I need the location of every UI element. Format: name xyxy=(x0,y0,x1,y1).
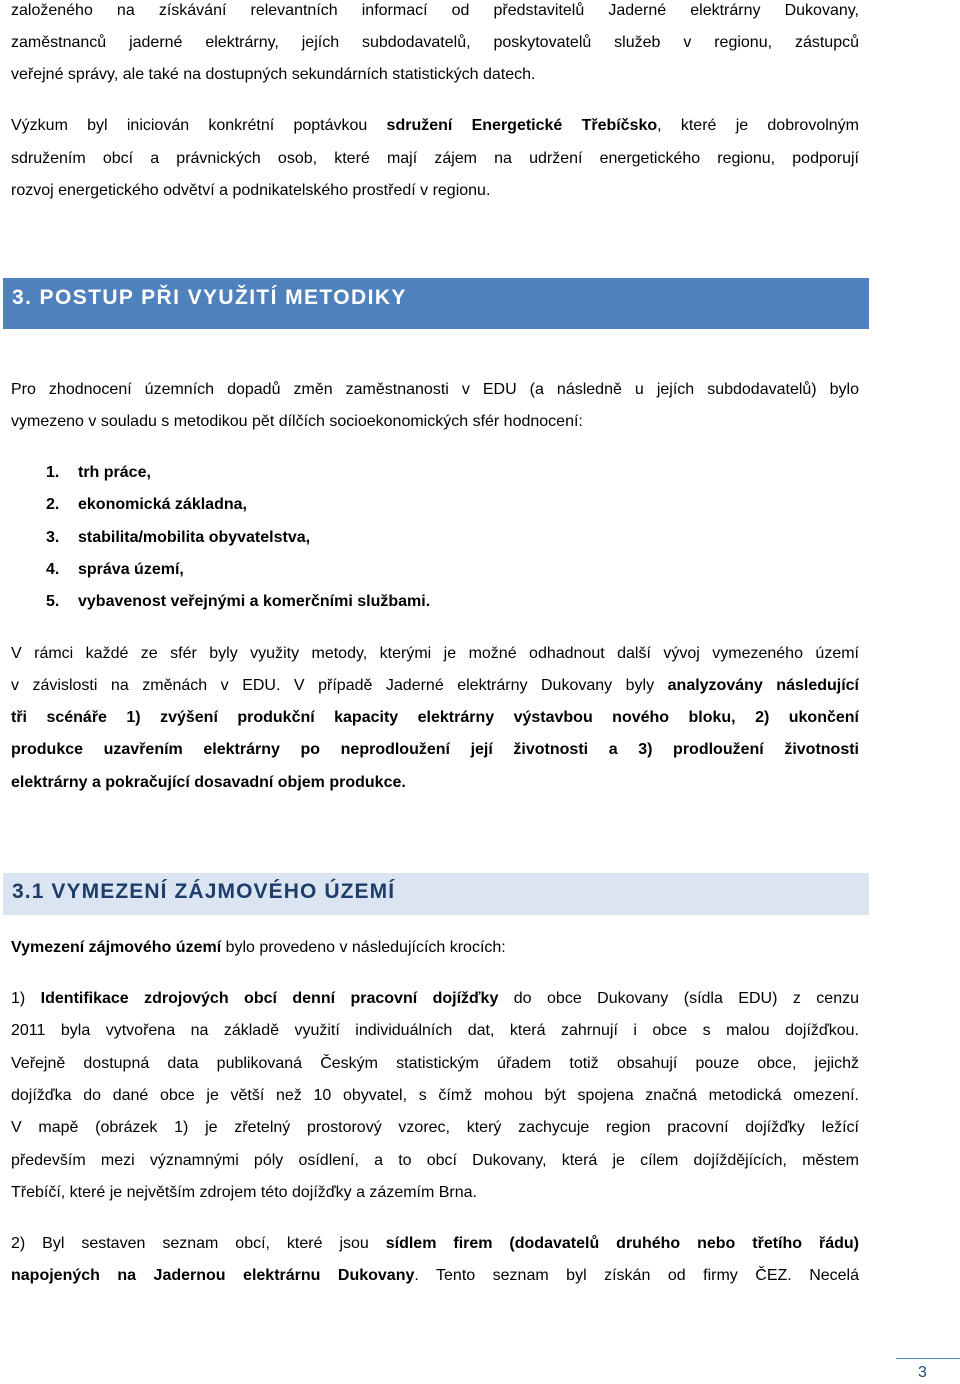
step-1-line-3: Veřejně dostupná data publikovaná Českým statistickým úřadem totiž obsahují pouze obce, jejichž xyxy=(11,1055,859,1072)
step-1-line-2: 2011 byla vytvořena na základě využití individuálních dat, která zahrnují i obce s malou dojížďkou. xyxy=(11,1022,859,1039)
footer-rule xyxy=(896,1358,960,1359)
scenarios-line-1: V rámci každé ze sfér byly využity metody, kterými je možné odhadnout další vývoj vymezeného území xyxy=(11,645,859,662)
section-3-title: 3. POSTUP PŘI VYUŽITÍ METODIKY xyxy=(12,286,407,309)
list-item: 3. stabilita/mobilita obyvatelstva, xyxy=(46,529,311,546)
intro-line-1: založeného na získávání relevantních informací od představitelů Jaderné elektrárny Dukovany, xyxy=(11,2,859,19)
page-number: 3 xyxy=(918,1364,927,1381)
research-line-3: rozvoj energetického odvětví a podnikatelského prostředí v regionu. xyxy=(11,182,491,199)
section-3-para-line-1: Pro zhodnocení územních dopadů změn zaměstnanosti v EDU (a následně u jejích subdodavatelů) bylo xyxy=(11,381,859,398)
section-3-1-title: 3.1 VYMEZENÍ ZÁJMOVÉHO ÚZEMÍ xyxy=(12,880,396,903)
list-item: 5. vybavenost veřejnými a komerčními službami. xyxy=(46,593,431,610)
steps-intro: Vymezení zájmového území bylo provedeno v následujících krocích: xyxy=(11,939,506,956)
intro-line-2: zaměstnanců jaderné elektrárny, jejích subdodavatelů, poskytovatelů služeb v regionu, zástupců xyxy=(11,34,859,51)
step-1-line-5: V mapě (obrázek 1) je zřetelný prostorový vzorec, který zachycuje region pracovní dojížďky ležící xyxy=(11,1119,859,1136)
scenarios-line-4: produkce uzavřením elektrárny po neprodloužení její životnosti a 3) prodloužení životnosti xyxy=(11,741,859,758)
research-line-1: Výzkum byl iniciován konkrétní poptávkou sdružení Energetické Třebíčsko, které je dobrovolným xyxy=(11,117,859,134)
scenarios-line-2: v závislosti na změnách v EDU. V případě Jaderné elektrárny Dukovany byly analyzovány následující xyxy=(11,677,860,694)
step-1-line-1: 1) Identifikace zdrojových obcí denní pracovní dojížďky do obce Dukovany (sídla EDU) z cenzu xyxy=(11,990,859,1007)
scenarios-line-3: tři scénáře 1) zvýšení produkční kapacity elektrárny výstavbou nového bloku, 2) ukončení xyxy=(11,709,859,726)
intro-line-3: veřejné správy, ale také na dostupných sekundárních statistických datech. xyxy=(11,66,536,83)
scenarios-line-5: elektrárny a pokračující dosavadní objem produkce. xyxy=(11,774,406,791)
section-3-1-heading xyxy=(3,873,869,915)
research-line-2: sdružením obcí a právnických osob, které mají zájem na udržení energetického regionu, podporují xyxy=(11,150,859,167)
list-item: 1. trh práce, xyxy=(46,464,151,481)
step-1-line-4: dojížďka do dané obce je větší než 10 obyvatel, s čímž mohou být spojena značná metodická omezení. xyxy=(11,1087,859,1104)
section-3-heading xyxy=(3,278,869,329)
list-item: 2. ekonomická základna, xyxy=(46,496,247,513)
section-3-para-line-2: vymezeno v souladu s metodikou pět dílčích socioekonomických sfér hodnocení: xyxy=(11,413,583,430)
step-2-line-1: 2) Byl sestaven seznam obcí, které jsou sídlem firem (dodavatelů druhého nebo třetího řádu) xyxy=(11,1235,859,1252)
step-2-line-2: napojených na Jadernou elektrárnu Dukovany. Tento seznam byl získán od firmy ČEZ. Necelá xyxy=(11,1267,860,1284)
step-1-line-7: Třebíčí, které je největším zdrojem této dojížďky a zázemím Brna. xyxy=(11,1184,477,1201)
step-1-line-6: především mezi významnými póly osídlení, a to obcí Dukovany, která je cílem dojíždějících, městem xyxy=(11,1152,859,1169)
list-item: 4. správa území, xyxy=(46,561,184,578)
